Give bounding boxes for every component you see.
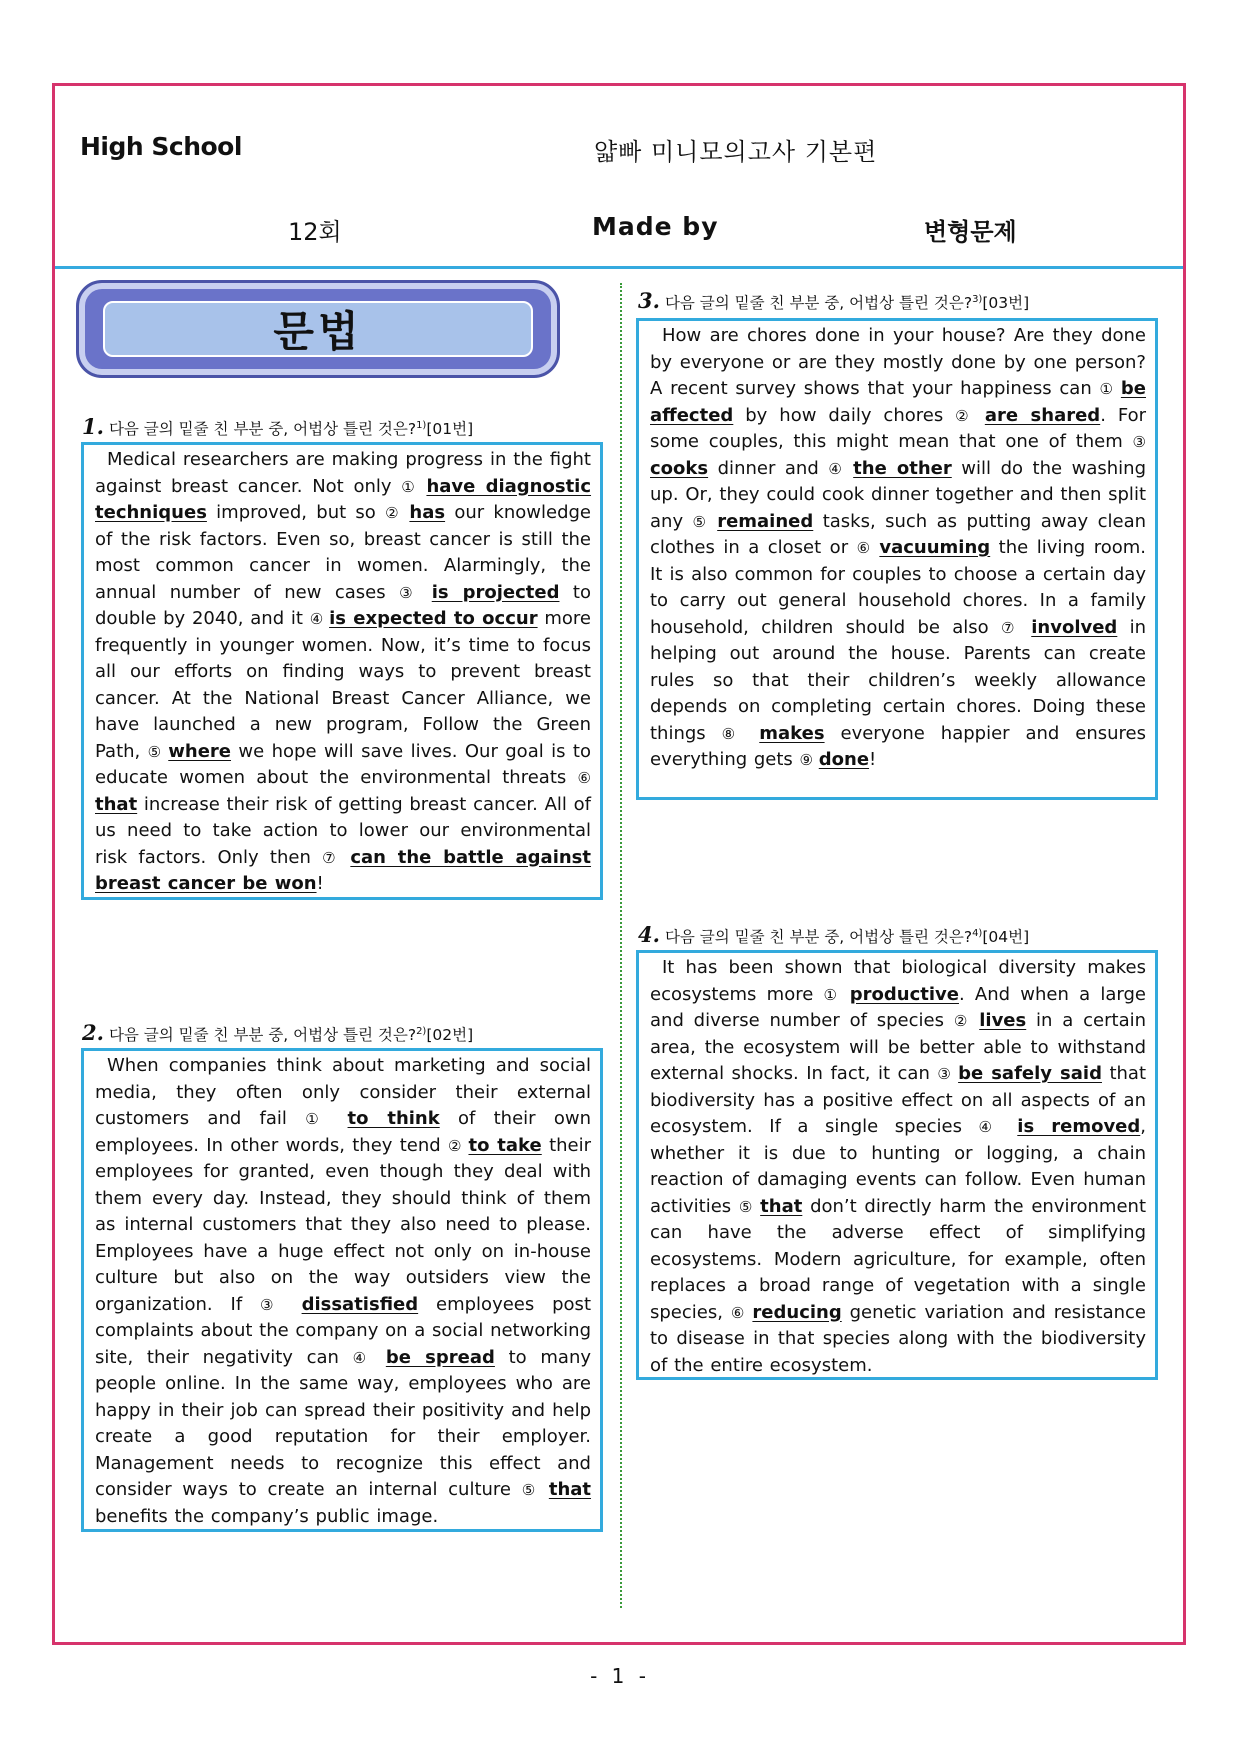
underlined-phrase: makes [759, 722, 825, 744]
underlined-phrase: have diagnostic techniques [95, 475, 592, 523]
passage-text: It has been shown that biological diversity makes ecosystems more [650, 957, 1146, 1005]
header-type: 변형문제 [924, 218, 1017, 246]
footnote-mark: 3) [972, 293, 983, 305]
footnote-mark: 4) [972, 927, 983, 939]
passage-text: that biodiversity has a positive effect on all aspects of an ecosystem. If a single species [650, 1063, 1147, 1137]
question-prompt: 다음 글의 밑줄 친 부분 중, 어법상 틀린 것은? [108, 1026, 417, 1044]
choice-number: ⑤ [692, 512, 718, 531]
header-divider [55, 266, 1183, 269]
question-prompt: 다음 글의 밑줄 친 부분 중, 어법상 틀린 것은? [664, 294, 973, 312]
underlined-phrase: vacuuming [879, 537, 991, 558]
choice-number: ⑧ [721, 724, 760, 743]
choice-number: ⑤ [738, 1197, 761, 1216]
question-number: 1. [82, 414, 104, 439]
question-1-passage [95, 447, 591, 898]
question-3-passage-box [636, 318, 1158, 800]
question-1-passage-box [81, 442, 603, 900]
passage-text: by how daily chores [733, 404, 956, 426]
underlined-phrase: that [760, 1195, 803, 1217]
question-4-passage [650, 955, 1146, 1379]
question-tag: [04번] [982, 928, 1030, 946]
column-divider [620, 283, 622, 1608]
choice-number: ① [305, 1110, 348, 1128]
question-4-passage-box [636, 950, 1158, 1380]
question-number: 3. [638, 288, 660, 313]
passage-text: benefits the company’s public image. [95, 1505, 439, 1527]
choice-number: ① [401, 477, 427, 496]
choice-number: ② [955, 406, 985, 425]
passage-text: increase their risk of getting breast cancer. All of us need to take action to lower our environmental risk factors. Only then [95, 793, 591, 868]
passage-text: in a certain area, the ecosystem will be better able to withstand external shocks. In fact, it can [650, 1010, 1147, 1084]
passage-text: will do the washing up. Or, they could cook dinner together and then split any [650, 457, 1147, 532]
passage-text: How are chores done in your house? Are they done by everyone or are they mostly done by one person? A recent survey shows that your happiness can [650, 325, 1146, 399]
question-3-passage [650, 323, 1146, 774]
choice-number: ③ [399, 583, 432, 602]
question-tag: [02번] [426, 1026, 474, 1044]
underlined-phrase: lives [979, 1010, 1027, 1031]
passage-text: . And when a large and diverse number of species [650, 983, 1146, 1031]
question-2-passage-box [81, 1048, 603, 1532]
underlined-phrase: dissatisfied [301, 1293, 419, 1315]
passage-text: everyone happier and ensures everything gets [650, 722, 1147, 770]
passage-text: genetic variation and resistance to disease in that species along with the biodiversity of the entire ecosystem. [650, 1301, 1146, 1376]
underlined-phrase: done [818, 749, 870, 770]
choice-number: ② [448, 1136, 469, 1155]
passage-text: the living room. It is also common for couples to choose a certain day to carry out general household chores. In a family household, children should be also [650, 537, 1146, 638]
underlined-phrase: productive [849, 983, 959, 1005]
passage-text: in helping out around the house. Parents can create rules so that their children’s weekly allowance depends on completing certain chores. Doing these things [650, 616, 1146, 744]
choice-number: ④ [978, 1118, 1018, 1136]
question-tag: [01번] [426, 420, 474, 438]
choice-number: ① [1099, 380, 1121, 398]
underlined-phrase: that [548, 1479, 592, 1500]
choice-number: ⑦ [322, 848, 351, 867]
passage-text: dinner and [708, 457, 829, 479]
underlined-phrase: is removed [1017, 1116, 1141, 1137]
passage-text: to many people online. In the same way, employees who are happy in their job can spread their positivity and help create a good reputation for their employer. Management needs to recognize this effect and consider ways to create an internal culture [95, 1346, 591, 1500]
choice-number: ⑤ [521, 1481, 549, 1499]
underlined-phrase: be safely said [958, 1063, 1102, 1084]
question-1-heading [82, 414, 473, 439]
underlined-phrase: that [95, 793, 138, 815]
section-title: 문법 [273, 307, 363, 356]
question-4-heading [638, 922, 1029, 947]
choice-number: ④ [352, 1348, 386, 1367]
underlined-phrase: the other [853, 457, 952, 479]
choice-number: ② [953, 1012, 980, 1030]
passage-text: . For some couples, this might mean that one of them [650, 404, 1146, 452]
choice-number: ⑥ [730, 1303, 753, 1322]
passage-text: tasks, such as putting away clean clothes in a closet or [650, 510, 1147, 558]
underlined-phrase: remained [717, 510, 814, 532]
question-2-passage [95, 1053, 591, 1530]
passage-text: ! [869, 749, 877, 770]
question-prompt: 다음 글의 밑줄 친 부분 중, 어법상 틀린 것은? [664, 928, 973, 946]
passage-text: ! [316, 873, 324, 894]
header-made-by: Made by [592, 212, 719, 241]
underlined-phrase: are shared [984, 404, 1101, 426]
underlined-phrase: has [409, 502, 446, 523]
question-number: 4. [638, 922, 660, 947]
passage-text: of their own employees. In other words, they tend [95, 1108, 591, 1156]
underlined-phrase: be affected [650, 378, 1146, 426]
underlined-phrase: where [168, 740, 232, 762]
passage-text: our knowledge of the risk factors. Even so, breast cancer is still the most common cancer in women. Alarmingly, the annual number of new cases [95, 502, 591, 603]
header-round: 12회 [288, 218, 342, 246]
passage-text: , whether it is due to hunting or logging, a chain reaction of damaging events can follow. Even human activities [650, 1116, 1146, 1217]
section-banner [76, 280, 560, 378]
choice-number: ② [385, 504, 410, 522]
underlined-phrase: involved [1031, 616, 1118, 638]
underlined-phrase: cooks [650, 457, 709, 479]
passage-text: improved, but so [206, 502, 386, 523]
section-banner-inner [103, 301, 533, 357]
passage-text: When companies think about marketing and social media, they often only consider their external customers and fail [95, 1055, 591, 1129]
choice-number: ④ [828, 459, 854, 478]
choice-number: ⑥ [856, 539, 880, 557]
passage-text: more frequently in younger women. Now, it’s time to focus all our efforts on finding ways to prevent breast cancer. At the National Breast Cancer Alliance, we have launched a new program, Follow the Green Path, [95, 608, 591, 762]
footnote-mark: 1) [416, 419, 427, 431]
underlined-phrase: can the battle against breast cancer be won [95, 846, 592, 894]
header-school: High School [80, 132, 242, 161]
choice-number: ⑨ [799, 751, 819, 769]
choice-number: ⑦ [1000, 618, 1032, 637]
passage-text: to double by 2040, and it [95, 581, 591, 629]
underlined-phrase: is projected [431, 581, 560, 603]
passage-text: don’t directly harm the environment can have the adverse effect of simplifying ecosystems. Modern agriculture, for example, often replaces a broad range of vegetation with a single species, [650, 1195, 1146, 1323]
passage-text: employees post complaints about the company on a social networking site, their negativity can [95, 1293, 591, 1368]
choice-number: ④ [309, 610, 330, 628]
underlined-phrase: reducing [752, 1301, 842, 1323]
underlined-phrase: to take [468, 1134, 542, 1156]
question-tag: [03번] [982, 294, 1030, 312]
underlined-phrase: be spread [385, 1346, 495, 1368]
header-title: 얇빠 미니모의고사 기본편 [594, 138, 878, 166]
choice-number: ③ [1132, 433, 1146, 451]
passage-text: we hope will save lives. Our goal is to educate women about the environmental threats [95, 740, 591, 788]
page-number: - 1 - [590, 1664, 650, 1688]
choice-number: ③ [260, 1295, 302, 1314]
choice-number: ⑥ [577, 769, 591, 787]
choice-number: ① [823, 985, 850, 1004]
underlined-phrase: is expected to occur [329, 608, 538, 629]
question-2-heading [82, 1020, 473, 1045]
footnote-mark: 2) [416, 1025, 427, 1037]
choice-number: ③ [937, 1065, 959, 1083]
question-prompt: 다음 글의 밑줄 친 부분 중, 어법상 틀린 것은? [108, 420, 417, 438]
underlined-phrase: to think [347, 1108, 440, 1129]
passage-text: their employees for granted, even though they deal with them every day. Instead, they should think of them as internal customers that they also need to please. Employees have a huge effect not only on in-house culture but also on the way outsiders view the organization. If [95, 1134, 592, 1315]
question-3-heading [638, 288, 1029, 313]
choice-number: ⑤ [147, 742, 169, 761]
question-number: 2. [82, 1020, 104, 1045]
passage-text: Medical researchers are making progress in the fight against breast cancer. Not only [95, 449, 591, 497]
